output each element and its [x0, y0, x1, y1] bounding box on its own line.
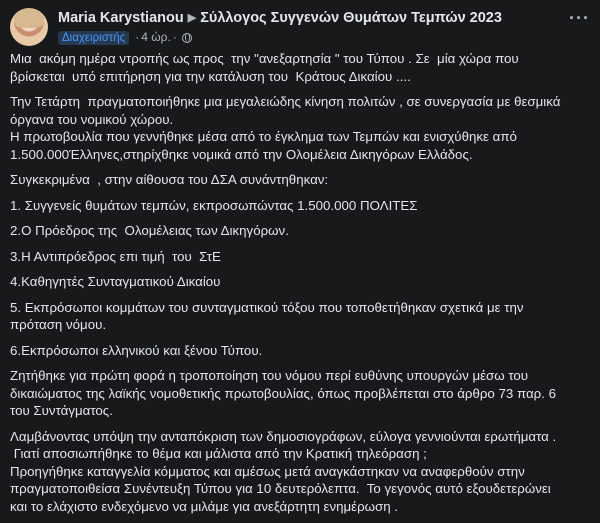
- post-header: [10, 6, 590, 46]
- more-dots-icon[interactable]: ···: [569, 8, 590, 28]
- author-avatar[interactable]: [10, 8, 48, 46]
- admin-badge[interactable]: Διαχειριστής: [58, 31, 129, 45]
- meta-separator: ·: [135, 30, 140, 44]
- post-meta: [58, 30, 192, 45]
- group-name-link[interactable]: Σύλλογος Συγγενών Θυμάτων Τεμπών 2023: [200, 10, 502, 26]
- post-timestamp-link[interactable]: 4 ώρ.: [141, 30, 171, 44]
- post-paragraph: Λαμβάνοντας υπόψη την ανταπόκριση των δημοσιογράφων, εύλογα γεννιούνται ερωτήματα . Γιατί αποσιωπήθηκε το θέμα και μάλιστα από την Κρατική τηλεόραση ; Προηγήθηκε καταγγελία κόμματος και αμέσως μετά αναγκάστηκαν να αναφερθούν στην πραγματοποιθείσα Συνέντευξη Τύπου για 10 δευτερόλεπτα. Το γεγονός αυτό εξουδετερώνει και το ελάχιστο ενδεχόμενο να μιλάμε για ανεξάρτητη ενημέρωση .: [10, 428, 557, 514]
- right-triangle-icon: ▶: [187, 12, 197, 24]
- post-paragraph: Συγκεκριμένα , στην αίθουσα του ΔΣΑ συνάντηθηκαν:: [10, 172, 329, 187]
- post-paragraph: 5. Εκπρόσωποι κομμάτων του συνταγματικού τόξου που τοποθετήθηκαν σχετικά με την πρόταση νόμου.: [10, 299, 524, 332]
- author-name-link[interactable]: Maria Karystianou: [58, 10, 184, 26]
- post-paragraph: 2.Ο Πρόεδρος της Ολομέλειας των Δικηγόρων.: [10, 223, 289, 238]
- post-paragraph: 1. Συγγενείς θυμάτων τεμπών, εκπροσωπώντας 1.500.000 ΠΟΛΙΤΕΣ: [10, 197, 418, 213]
- post-paragraph: Ζητήθηκε για πρώτη φορά η τροποποίηση του νόμου περί ευθύνης υπουργών μέσω του δικαιώματος της λαϊκής νομοθετικής πρωτοβουλίας, όπως προβλέπεται στο άρθρο 73 παρ. 6 του Συντάγματος.: [10, 368, 557, 418]
- globe-icon[interactable]: [182, 33, 192, 43]
- post-paragraph: Την Τετάρτη πραγματοποιήθηκε μια μεγαλειώδης κίνηση πολιτών , σε συνεργασία με θεσμικά όργανα του νομικού χώρου. Η πρωτοβουλία που γεννήθηκε μέσα από το έγκλημα των Τεμπών και ενισχύθηκε από 1.500.000Έλληνες,στηρίχθηκε νομικά από την Ολομέλεια Δικηγόρων Ελλάδος.: [10, 94, 561, 162]
- post-paragraph: Μια ακόμη ημέρα ντροπής ως προς την "ανεξαρτησία " του Τύπου . Σε μία χώρα που βρίσκεται υπό επιτήρηση για την κατάλυση του Κράτους Δικαίου ....: [10, 51, 519, 84]
- post-body: [10, 50, 590, 523]
- post-paragraph: 4.Καθηγητές Συνταγματικού Δικαίου: [10, 274, 221, 289]
- post-title-line: [58, 10, 502, 26]
- post-paragraph: 3.Η Αντιπρόεδρος επι τιμή του ΣτΕ: [10, 248, 221, 264]
- meta-separator-2: ·: [172, 30, 177, 44]
- post-paragraph: 6.Εκπρόσωποι ελληνικού και ξένου Τύπου.: [10, 342, 263, 358]
